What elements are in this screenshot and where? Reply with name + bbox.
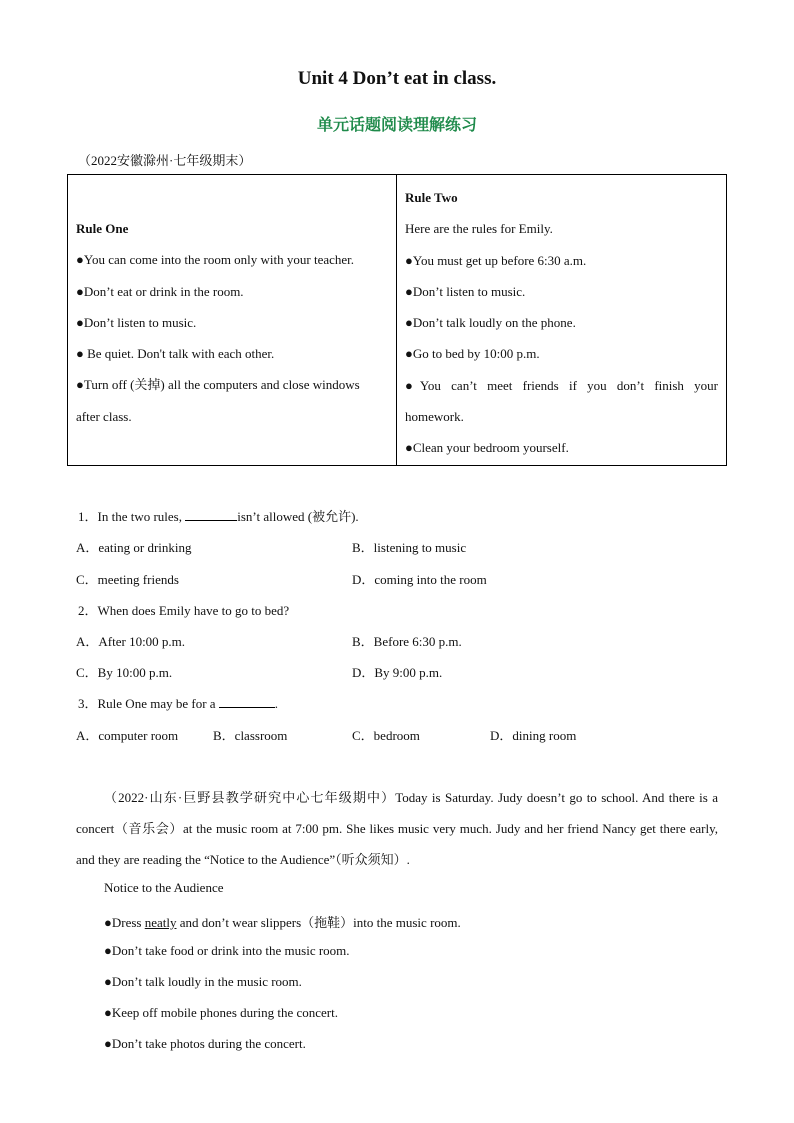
rule-one-cell bbox=[68, 175, 397, 466]
question-3-option-a: A．computer room bbox=[76, 728, 179, 743]
notice-item: ●Don’t take photos during the concert. bbox=[104, 1036, 306, 1051]
rule-one-item: after class. bbox=[76, 408, 132, 424]
question-1-stem-after: isn’t allowed (被允许). bbox=[237, 509, 359, 524]
question-1-option-a: A．eating or drinking bbox=[76, 540, 192, 555]
rule-one-item: ●You can come into the room only with your teacher. bbox=[76, 252, 355, 268]
rule-one-item: ● Be quiet. Don't talk with each other. bbox=[76, 346, 275, 362]
page-title: Unit 4 Don’t eat in class. bbox=[297, 68, 497, 89]
notice-item bbox=[104, 912, 461, 931]
rule-two-item: ●You must get up before 6:30 a.m. bbox=[405, 252, 587, 268]
underlined-word: neatly bbox=[144, 915, 177, 930]
rule-two-heading: Rule Two bbox=[405, 190, 458, 205]
question-1-option-c: C．meeting friends bbox=[76, 572, 179, 587]
question-2-option-b: B．Before 6:30 p.m. bbox=[352, 634, 462, 649]
question-2-option-d: D．By 9:00 p.m. bbox=[352, 665, 443, 680]
question-2-option-c: C．By 10:00 p.m. bbox=[76, 665, 173, 680]
question-2-option-a: A．After 10:00 p.m. bbox=[76, 634, 186, 649]
question-3-stem-after: . bbox=[274, 696, 279, 711]
rules-table bbox=[67, 174, 727, 466]
notice-item: ●Keep off mobile phones during the concert. bbox=[104, 1005, 338, 1020]
rule-one-heading: Rule One bbox=[76, 221, 129, 236]
rule-one-item: ●Turn off (关掉) all the computers and close windows bbox=[76, 377, 360, 393]
question-1-option-d: D．coming into the room bbox=[352, 572, 487, 587]
rule-one-item: ●Don’t listen to music. bbox=[76, 314, 197, 330]
answer-blank bbox=[185, 508, 237, 521]
question-3-option-c: C．bedroom bbox=[352, 728, 420, 743]
page-subtitle: 单元话题阅读理解练习 bbox=[316, 115, 477, 134]
rule-two-item: ●Don’t talk loudly on the phone. bbox=[405, 315, 576, 331]
rule-two-item: ●Clean your bedroom yourself. bbox=[405, 440, 569, 456]
notice-item: ●Don’t talk loudly in the music room. bbox=[104, 974, 302, 989]
notice-item: ●Don’t take food or drink into the music room. bbox=[104, 943, 350, 958]
rule-two-item: ●You can’t meet friends if you don’t finish your bbox=[405, 377, 718, 393]
notice-item-prefix: ●Dress bbox=[104, 915, 145, 930]
question-3-stem-before: 3．Rule One may be for a bbox=[78, 696, 219, 711]
notice-title: Notice to the Audience bbox=[104, 880, 224, 895]
rule-two-intro: Here are the rules for Emily. bbox=[405, 221, 553, 237]
passage2-intro: （2022·山东·巨野县教学研究中心七年级期中）Today is Saturday. Judy doesn’t go to school. And there is a concert（音乐会）at the music room at 7:00 pm. She likes music very much. Judy and her friend Nancy get there early, and they are reading the “Notice to the Audience”（听众须知）. bbox=[76, 790, 718, 867]
notice-item-suffix: and don’t wear slippers（拖鞋）into the music room. bbox=[176, 915, 461, 930]
rule-two-item: ●Don’t listen to music. bbox=[405, 283, 526, 299]
question-1-stem-before: 1．In the two rules, bbox=[78, 509, 186, 524]
question-2: 2．When does Emily have to go to bed? bbox=[78, 603, 290, 618]
question-3 bbox=[78, 693, 278, 712]
question-1-option-b: B．listening to music bbox=[352, 540, 467, 555]
rule-two-item: homework. bbox=[405, 409, 464, 425]
rule-one-item: ●Don’t eat or drink in the room. bbox=[76, 283, 244, 299]
question-1 bbox=[78, 506, 359, 525]
question-3-option-d: D．dining room bbox=[490, 728, 577, 743]
rule-two-cell bbox=[397, 175, 727, 466]
passage1-source: （2022安徽滁州·七年级期末） bbox=[78, 153, 252, 168]
rule-two-item: ●Go to bed by 10:00 p.m. bbox=[405, 346, 540, 362]
answer-blank bbox=[219, 695, 275, 708]
question-3-option-b: B．classroom bbox=[213, 728, 288, 743]
